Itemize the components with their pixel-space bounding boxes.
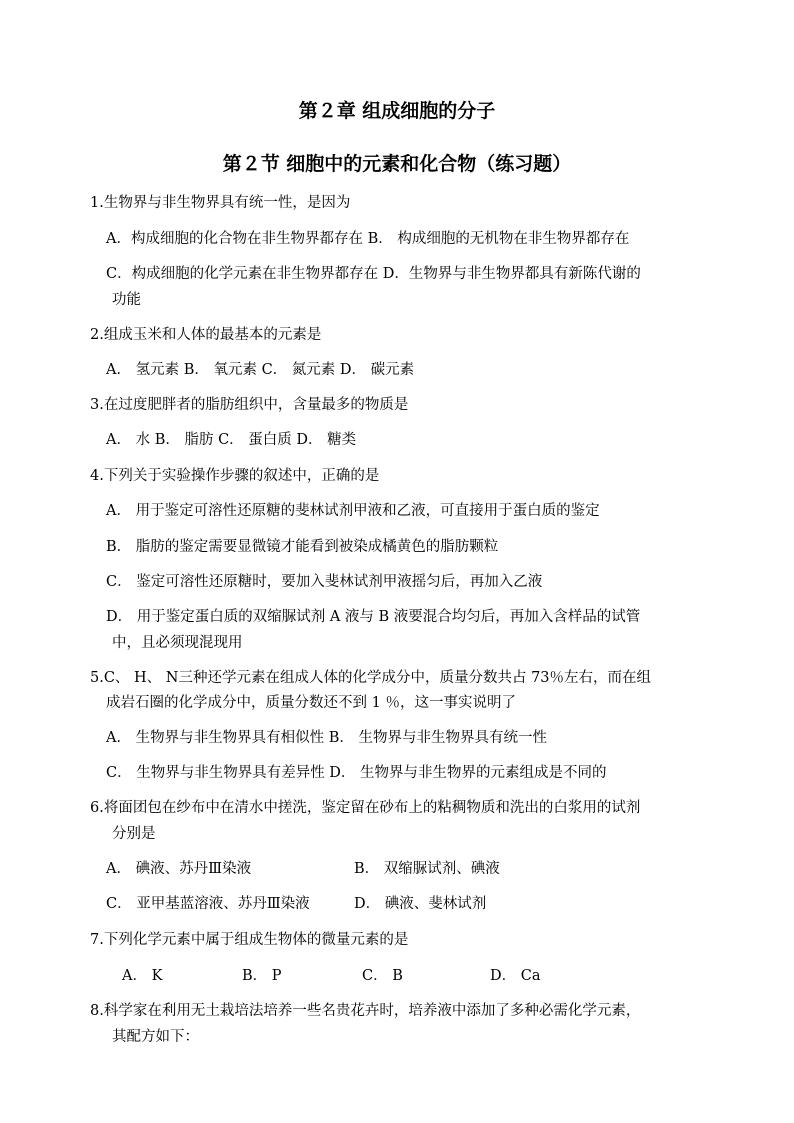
question-4-option-a: A． 用于鉴定可溶性还原糖的斐林试剂甲液和乙液，可直接用于蛋白质的鉴定 bbox=[106, 503, 600, 519]
question-6-stem-cont: 分别是 bbox=[112, 826, 156, 842]
question-3-options: A． 水 B． 脂肪 C． 蛋白质 D． 糖类 bbox=[106, 432, 357, 448]
question-4-option-d-cont: 中，且必须现混现用 bbox=[112, 635, 243, 651]
question-7-option-a: A． K bbox=[122, 968, 163, 984]
question-1-options-ab: A．构成细胞的化合物在非生物界都存在 B． 构成细胞的无机物在非生物界都存在 bbox=[106, 231, 630, 247]
question-7-stem: 7.下列化学元素中属于组成生物体的微量元素的是 bbox=[90, 932, 409, 948]
question-7-option-d: D． Ca bbox=[490, 968, 541, 984]
question-4-option-b: B． 脂肪的鉴定需要显微镜才能看到被染成橘黄色的脂肪颗粒 bbox=[106, 539, 499, 555]
question-4-option-c: C． 鉴定可溶性还原糖时，要加入斐林试剂甲液摇匀后，再加入乙液 bbox=[106, 574, 543, 590]
question-1-stem: 1.生物界与非生物界具有统一性，是因为 bbox=[90, 195, 351, 211]
question-1-options-cd-cont: 功能 bbox=[112, 292, 141, 308]
question-8-stem-cont: 其配方如下： bbox=[112, 1029, 199, 1045]
chapter-title: 第２章 组成细胞的分子 bbox=[298, 100, 496, 122]
question-2-options: A． 氢元素 B． 氧元素 C． 氮元素 D． 碳元素 bbox=[106, 362, 415, 378]
question-5-options-ab: A． 生物界与非生物界具有相似性 B． 生物界与非生物界具有统一性 bbox=[106, 730, 547, 746]
question-4-stem: 4.下列关于实验操作步骤的叙述中，正确的是 bbox=[90, 468, 380, 484]
question-2-stem: 2.组成玉米和人体的最基本的元素是 bbox=[90, 327, 322, 343]
question-1-options-cd: C．构成细胞的化学元素在非生物界都存在 D．生物界与非生物界都具有新陈代谢的 bbox=[106, 266, 641, 282]
section-title: 第２节 细胞中的元素和化合物（练习题） bbox=[222, 153, 572, 175]
question-6-option-d: D． 碘液、斐林试剂 bbox=[354, 896, 487, 912]
question-5-stem-cont: 成岩石圈的化学成分中，质量分数还不到 1 ％，这一事实说明了 bbox=[106, 695, 516, 711]
question-5-options-cd: C． 生物界与非生物界具有差异性 D． 生物界与非生物界的元素组成是不同的 bbox=[106, 765, 607, 781]
question-6-option-a: A． 碘液、苏丹Ⅲ染液 bbox=[106, 861, 252, 877]
question-5-stem: 5.C、 H、 N三种还学元素在组成人体的化学成分中，质量分数共占 73％左右，而在组 bbox=[90, 670, 652, 686]
question-6-option-c: C． 亚甲基蓝溶液、苏丹Ⅲ染液 bbox=[106, 896, 310, 912]
question-3-stem: 3.在过度肥胖者的脂肪组织中，含量最多的物质是 bbox=[90, 397, 409, 413]
question-8-stem: 8.科学家在利用无土栽培法培养一些名贵花卉时，培养液中添加了多种必需化学元素， bbox=[90, 1003, 641, 1019]
question-7-option-c: C． B bbox=[362, 968, 403, 984]
question-6-stem: 6.将面团包在纱布中在清水中搓洗，鉴定留在砂布上的粘稠物质和洗出的白浆用的试剂 bbox=[90, 800, 641, 816]
question-6-option-b: B． 双缩脲试剂、碘液 bbox=[354, 861, 500, 877]
question-4-option-d: D． 用于鉴定蛋白质的双缩脲试剂 A 液与 B 液要混合均匀后，再加入含样品的试管 bbox=[106, 609, 641, 625]
question-7-option-b: B． P bbox=[242, 968, 282, 984]
